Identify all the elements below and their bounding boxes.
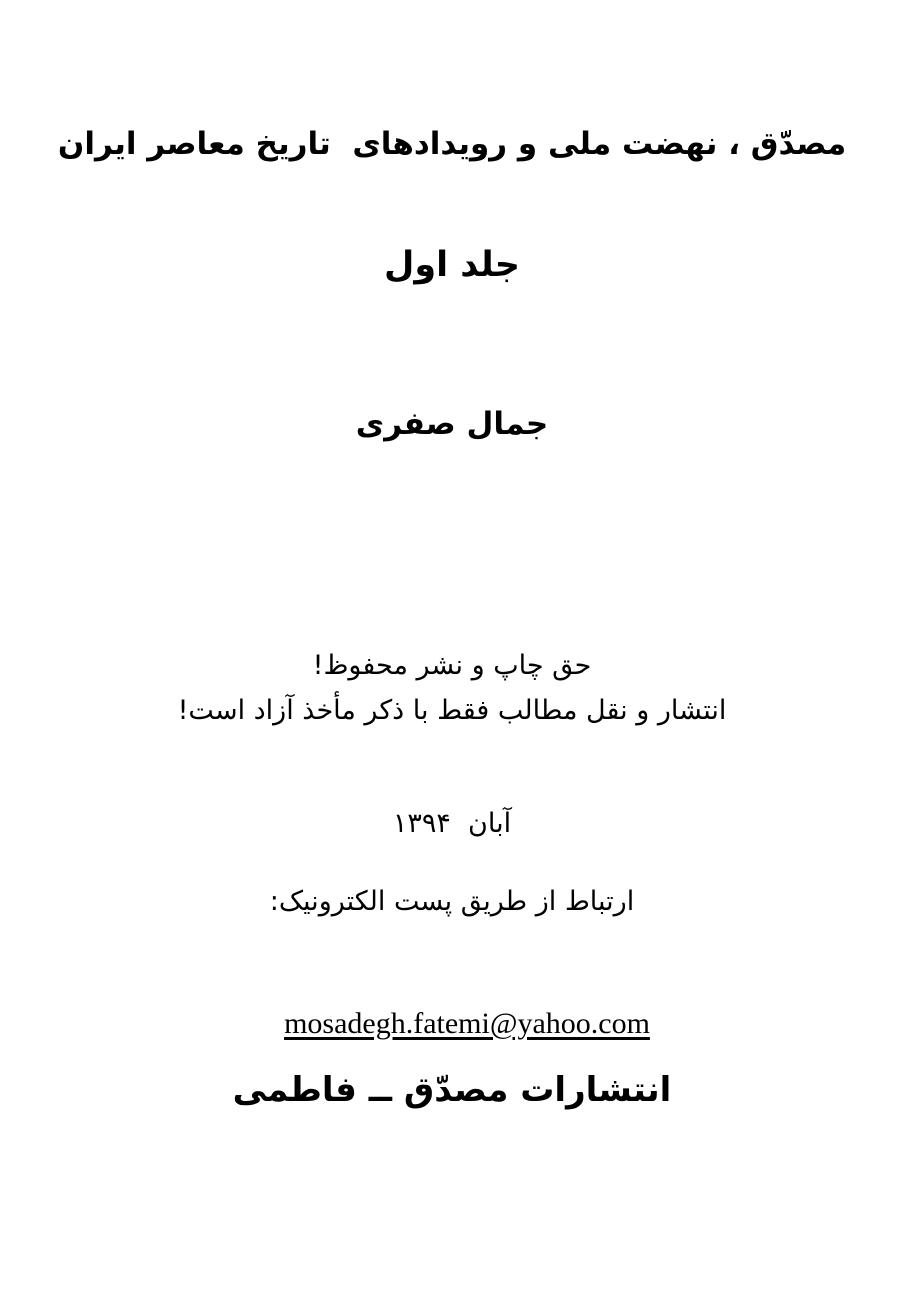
- volume-label: جلد اول: [383, 245, 521, 285]
- contact-label: ارتباط از طریق پست الکترونیک:: [269, 886, 635, 917]
- author-name: جمال صفری: [355, 406, 549, 442]
- copyright-notice-line2: انتشار و نقل مطالب فقط با ذکر مأخذ آزاد است!: [177, 695, 727, 726]
- publication-date: آبان ۱۳۹۴: [392, 808, 512, 839]
- publisher-line: انتشارات مصدّق ــ فاطمی: [232, 1070, 672, 1110]
- email-link[interactable]: mosadegh.fatemi@yahoo.com: [284, 1006, 650, 1040]
- copyright-notice-line1: حق چاپ و نشر محفوظ!: [312, 650, 592, 681]
- book-title: مصدّق ، نهضت ملی و رویدادهای تاریخ معاصر ایران: [57, 126, 847, 162]
